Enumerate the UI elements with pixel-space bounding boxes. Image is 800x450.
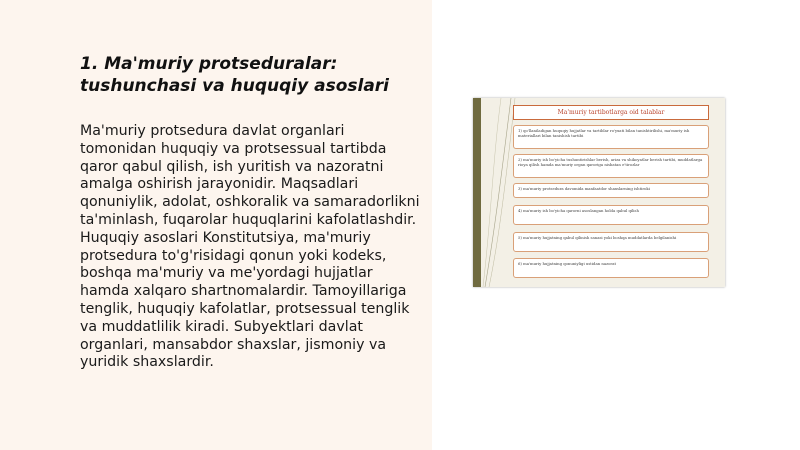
thumbnail-side-bar — [473, 98, 481, 287]
thumbnail-row: 6) ma'muriy hujjatning qonuniyligi ustidan nazorat — [513, 258, 709, 278]
thumbnail-row: 4) ma'muriy ish bo'yicha qarorni asoslangan holda qabul qilish — [513, 205, 709, 225]
thumbnail-row: 1) qo'llaniladigan huquqiy hujjatlar va tartiblar ro'yxati bilan tanishtirilishi, ma'muriy ish materiallari bilan tanishish tartibi — [513, 125, 709, 149]
thumbnail-header: Ma'muriy tartibotlarga oid talablar — [513, 105, 709, 120]
slide-title: 1. Ma'muriy protseduralar: tushunchasi va huquqiy asoslari — [80, 54, 390, 96]
thumbnail-row: 2) ma'muriy ish bo'yicha tushuntirishlar berish, ariza va shikoyatlar berish tartibi, muddatlarga rioya qilish hamda ma'muriy organ qaroriga nisbatan e'tirozlar — [513, 154, 709, 178]
thumbnail-row: 5) ma'muriy hujjatning qabul qilinish sanasi yoki boshqa muddatlarda belgilanishi — [513, 232, 709, 252]
slide-body-text: Ma'muriy protsedura davlat organlari tomonidan huquqiy va protsessual tartibda qaror qabul qilish, ish yuritish va nazoratni amalga oshirish jarayonidir. Maqsadlari qonuniylik, adolat, oshkoralik va samaradorlikni ta'minlash, fuqarolar huquqlarini kafolatlashdir. Huquqiy asoslari Konstitutsiya, ma'muriy protsedura to'g'risidagi qonun yoki kodeks, boshqa ma'muriy va me'yordagi hujjatlar hamda xalqaro shartnomalardir. Tamoyillariga tenglik, huquqiy kafolatlar, protsessual tenglik va muddatlilik kiradi. Subyektlari davlat organlari, mansabdor shaxslar, jismoniy va yuridik shaxslardir. — [80, 123, 420, 371]
slide-thumbnail-image — [473, 98, 725, 287]
thumbnail-row: 3) ma'muriy protsedura davomida manfaatdor shaxslarning ishtiroki — [513, 183, 709, 198]
